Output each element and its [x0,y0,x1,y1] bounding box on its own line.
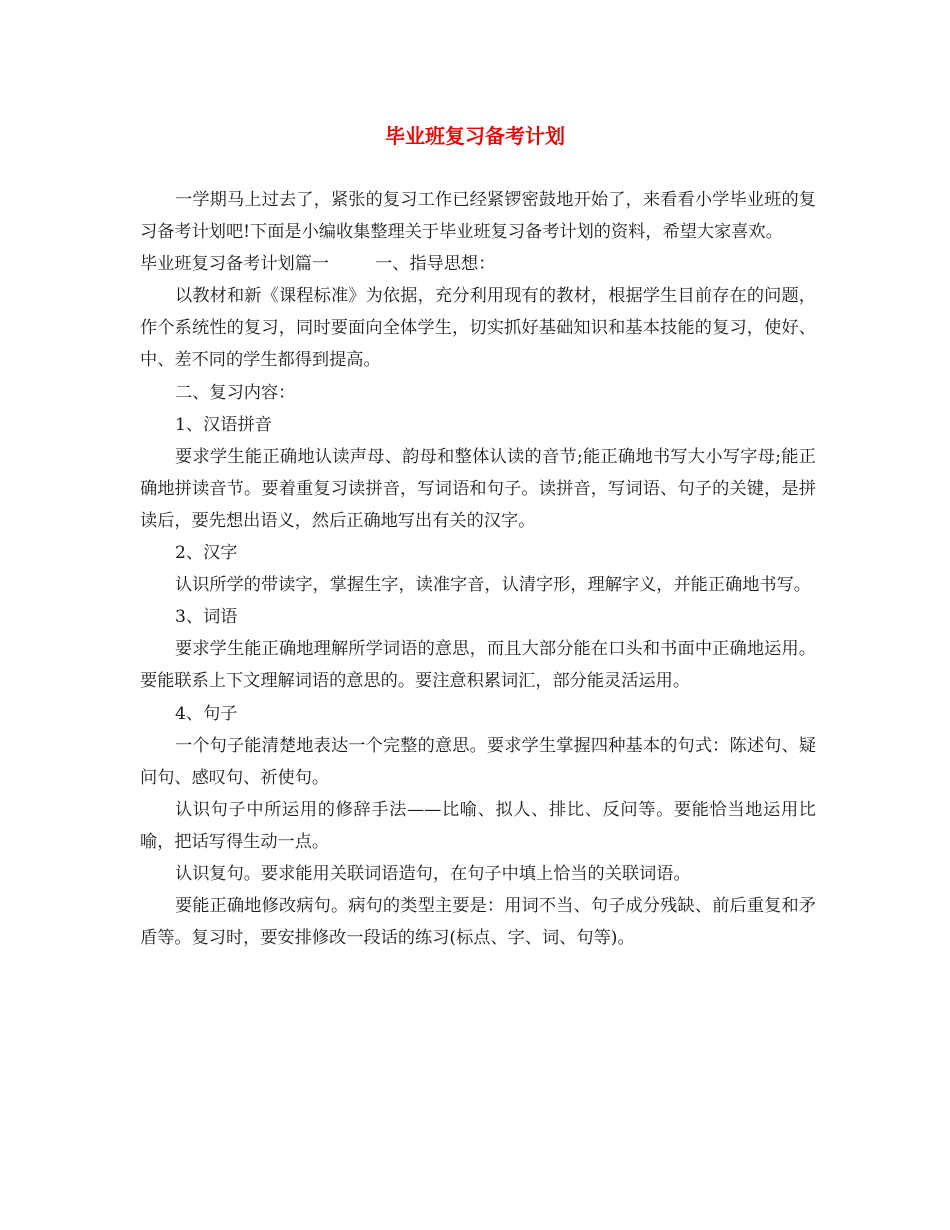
guiding-paragraph: 以教材和新《课程标准》为依据，充分利用现有的教材，根据学生目前存在的问题，作个系统性的复习，同时要面向全体学生，切实抓好基础知识和基本技能的复习，使好、中、差不同的学生都得到提高。 [140,286,816,371]
pinyin-paragraph: 要求学生能正确地认读声母、韵母和整体认读的音节;能正确地书写大小写字母;能正确地拼读音节。要着重复习读拼音，写词语和句子。读拼音，写词语、句子的关键，是拼读后，要先想出语义，然后正确地写出有关的汉字。 [140,446,816,531]
document-title: 毕业班复习备考计划 [385,124,565,148]
heading-guiding-principle: 一、指导思想： [375,254,496,275]
sentence-correction-paragraph: 要能正确地修改病句。病句的类型主要是：用词不当、句子成分残缺、前后重复和矛盾等。复习时，要安排修改一段话的练习(标点、字、词、句等)。 [140,896,816,949]
document-body [140,184,816,954]
item-heading-words: 3、词语 [175,607,238,628]
section-one-label: 毕业班复习备考计划篇一 [140,254,330,275]
item-heading-characters: 2、汉字 [175,543,238,564]
complex-sentence-paragraph: 认识复句。要求能用关联词语造句，在句子中填上恰当的关联词语。 [175,863,691,884]
item-heading-sentences: 4、句子 [175,703,238,724]
section-one-line [140,248,816,280]
item-heading-pinyin: 1、汉语拼音 [175,414,272,435]
characters-paragraph: 认识所学的带读字，掌握生字，读准字音，认清字形，理解字义，并能正确地书写。 [175,575,811,596]
intro-paragraph: 一学期马上过去了，紧张的复习工作已经紧锣密鼓地开始了，来看看小学毕业班的复习备考计划吧!下面是小编收集整理关于毕业班复习备考计划的资料，希望大家喜欢。 [140,190,816,243]
words-paragraph: 要求学生能正确地理解所学词语的意思，而且大部分能在口头和书面中正确地运用。要能联系上下文理解词语的意思的。要注意积累词汇，部分能灵活运用。 [140,639,816,692]
rhetoric-paragraph: 认识句子中所运用的修辞手法——比喻、拟人、排比、反问等。要能恰当地运用比喻，把话写得生动一点。 [140,799,816,852]
sentences-paragraph: 一个句子能清楚地表达一个完整的意思。要求学生掌握四种基本的句式：陈述句、疑问句、感叹句、祈使句。 [140,735,816,788]
heading-review-content: 二、复习内容： [175,382,296,403]
